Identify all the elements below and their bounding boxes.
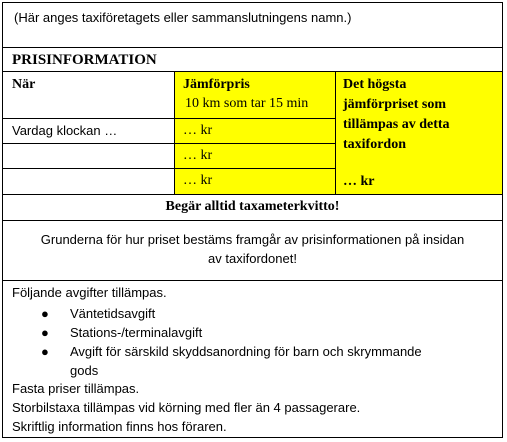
fee-item-label-continued: gods (70, 363, 99, 378)
divider (3, 143, 335, 144)
col-header-highest-line: taxifordon (343, 137, 406, 152)
column-divider (174, 71, 175, 194)
fee-item-label: Avgift för särskild skyddsanordning för barn och skrymmande (70, 344, 422, 359)
fixed-prices-note: Fasta priser tillämpas. (12, 381, 140, 396)
col-header-compare-title: Jämförpris (183, 77, 250, 92)
bullet-icon: ● (41, 344, 49, 359)
price-information-form (2, 2, 503, 438)
row-price-cell: … kr (183, 148, 213, 163)
large-car-note: Storbilstaxa tillämpas vid körning med fler än 4 passagerare. (12, 400, 361, 415)
fee-item (12, 304, 492, 323)
col-header-when: När (12, 77, 36, 92)
fee-item (12, 342, 492, 380)
fee-item (12, 323, 492, 342)
col-header-highest-line: jämförpriset som (343, 97, 447, 112)
row-price-cell: … kr (183, 173, 213, 188)
row-when-cell: Vardag klockan … (12, 123, 118, 138)
highest-price-value: … kr (343, 174, 375, 189)
col-header-compare-subtitle: 10 km som tar 15 min (185, 96, 309, 111)
divider (3, 118, 335, 119)
bullet-icon: ● (41, 306, 49, 321)
bullet-icon: ● (41, 325, 49, 340)
divider (3, 168, 335, 169)
divider (3, 280, 502, 281)
divider (3, 220, 502, 221)
fees-intro: Följande avgifter tillämpas. (12, 285, 167, 300)
section-title: PRISINFORMATION (12, 52, 157, 68)
basis-notice-line: av taxifordonet! (208, 251, 297, 266)
row-price-cell: … kr (183, 123, 213, 138)
receipt-notice: Begär alltid taxameterkvitto! (165, 199, 340, 214)
written-info-note: Skriftlig information finns hos föraren. (12, 419, 227, 434)
company-name-placeholder: (Här anges taxiföretagets eller sammanslutningens namn.) (14, 10, 352, 25)
fees-list (12, 304, 492, 380)
divider (3, 194, 502, 195)
fee-item-label: Stations-/terminalavgift (70, 325, 203, 340)
col-header-highest-line: tillämpas av detta (343, 117, 450, 132)
col-header-highest-line: Det högsta (343, 77, 407, 92)
divider (3, 47, 502, 48)
fee-item-label: Väntetidsavgift (70, 306, 156, 321)
basis-notice-line: Grunderna för hur priset bestäms framgår av prisinformationen på insidan (40, 232, 465, 247)
column-divider (335, 71, 336, 194)
